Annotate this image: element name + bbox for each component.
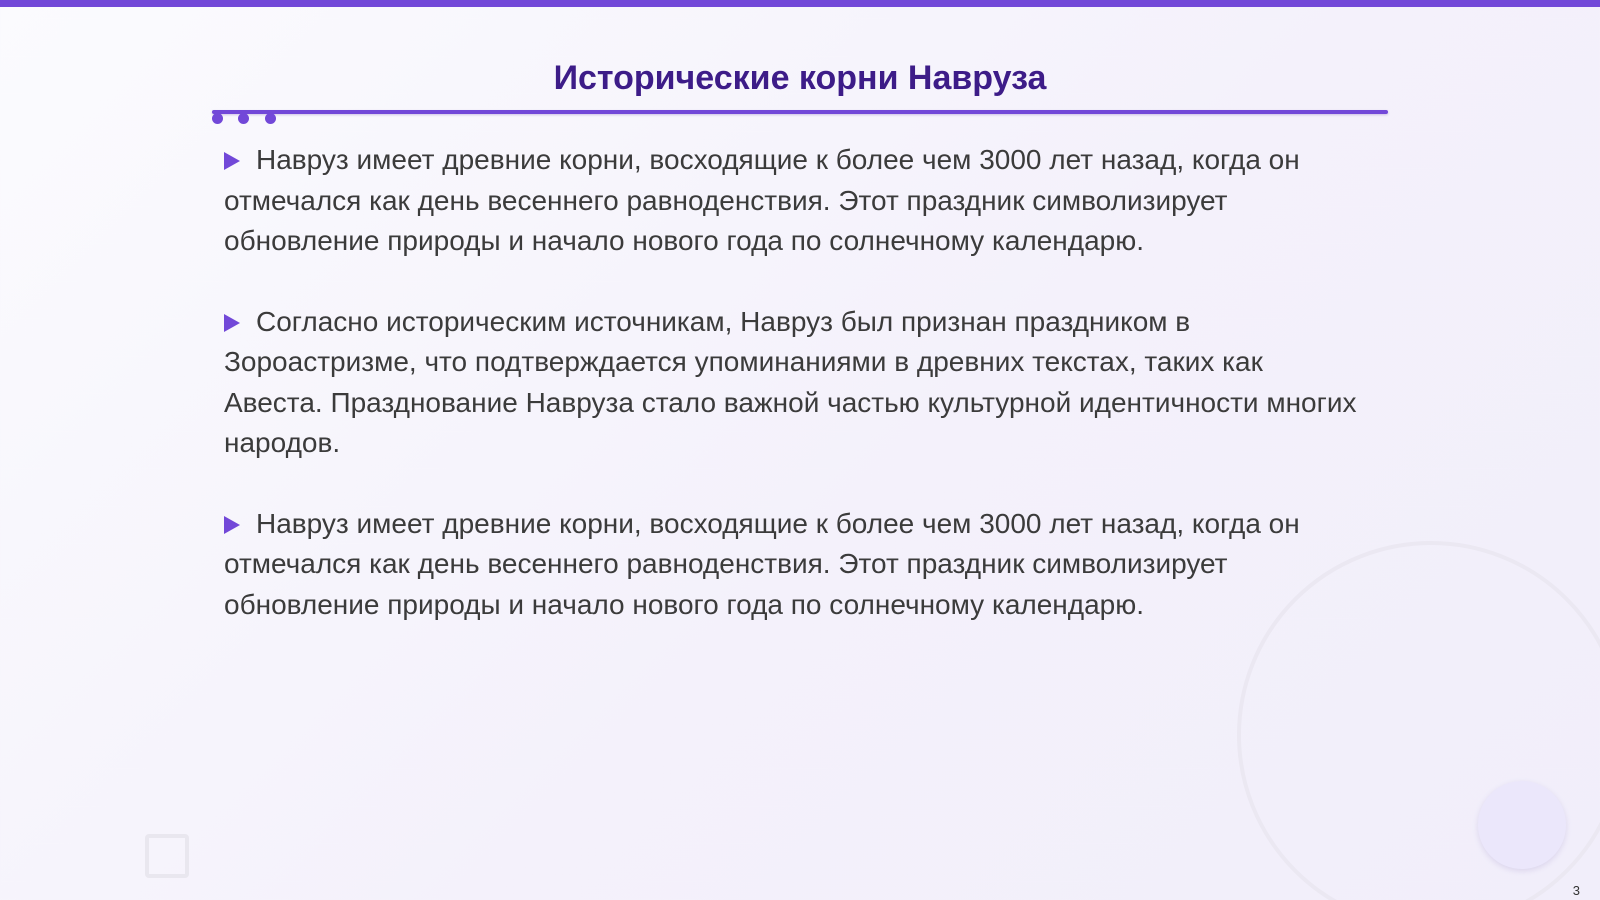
decorative-dot xyxy=(238,113,249,124)
bullet-list xyxy=(224,140,1364,665)
bullet-text: Согласно историческим источникам, Навруз был признан праздником в Зороастризме, что подтверждается упоминаниями в древних текстах, таких как Авеста. Празднование Навруза стало важной частью культурной идентичности многих народов. xyxy=(224,305,1357,458)
bullet-item xyxy=(224,504,1364,626)
decorative-square xyxy=(145,834,189,878)
triangle-right-icon xyxy=(224,152,240,170)
top-accent-bar xyxy=(0,0,1600,7)
triangle-right-icon xyxy=(224,516,240,534)
bullet-text: Навруз имеет древние корни, восходящие к более чем 3000 лет назад, когда он отмечался как день весеннего равноденствия. Этот праздник символизирует обновление природы и начало нового года по солнечному календарю. xyxy=(224,507,1300,620)
decorative-dot xyxy=(265,113,276,124)
bullet-text: Навруз имеет древние корни, восходящие к более чем 3000 лет назад, когда он отмечался как день весеннего равноденствия. Этот праздник символизирует обновление природы и начало нового года по солнечному календарю. xyxy=(224,144,1300,256)
decorative-dot xyxy=(212,113,223,124)
title-underline xyxy=(212,110,1388,114)
page-number: 3 xyxy=(1572,883,1580,898)
bullet-item xyxy=(224,302,1364,464)
slide-title: Исторические корни Навруза xyxy=(553,59,1047,97)
bullet-item xyxy=(224,140,1364,262)
decorative-disc xyxy=(1478,781,1566,869)
triangle-right-icon xyxy=(224,314,240,332)
